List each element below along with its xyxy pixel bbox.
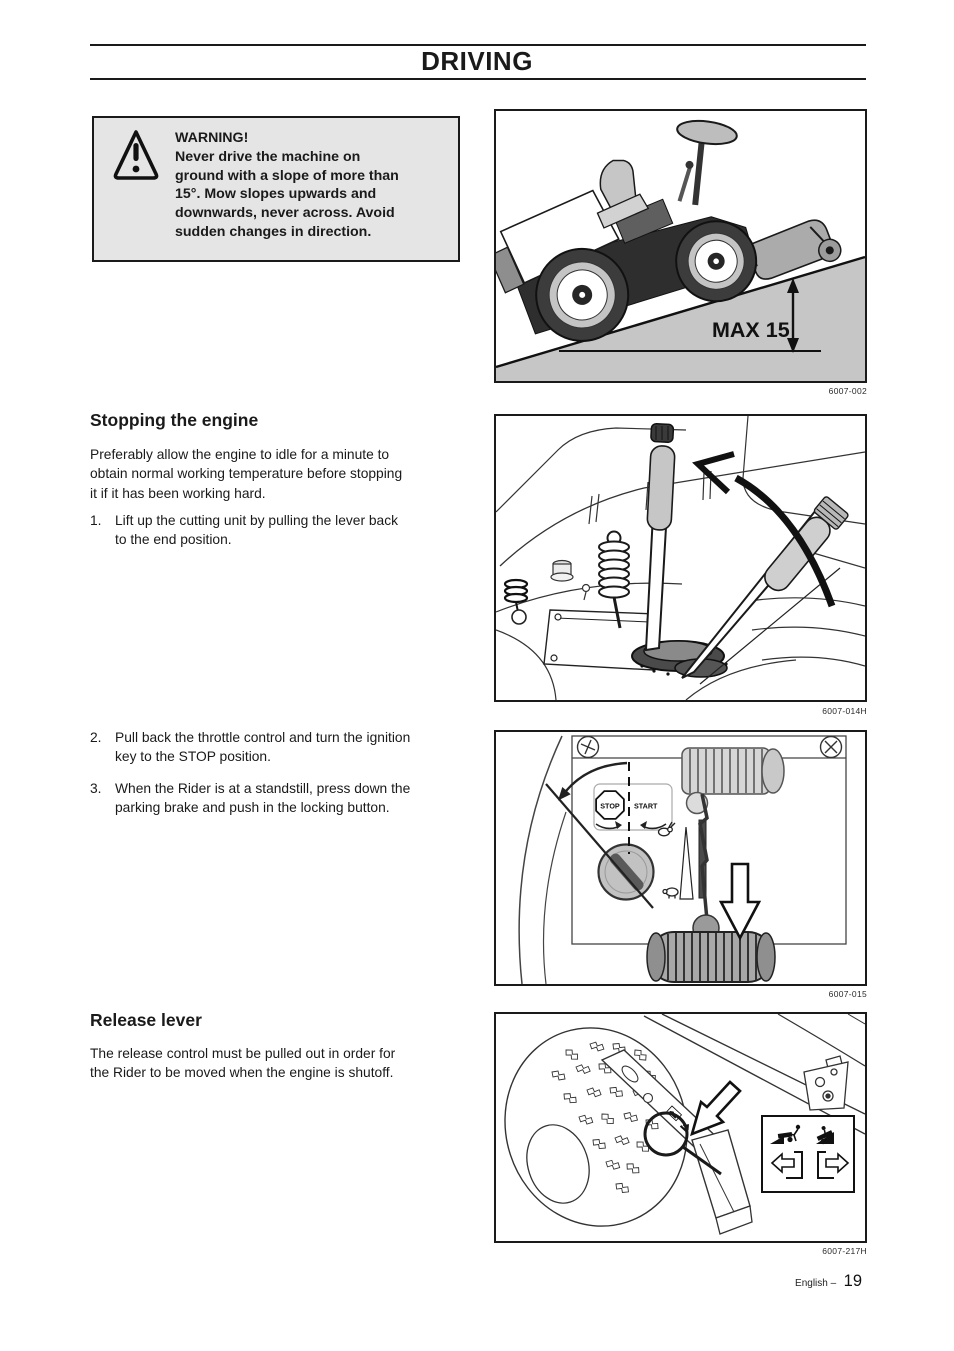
step-item-2: 2. Pull back the throttle control and turn the ignition key to the STOP position. [90, 728, 410, 767]
warning-text: WARNING! Never drive the machine on ground with a slope of more than 15°. Mow slopes upwards and downwards, never across. Avoid sudden changes in direction. [175, 129, 459, 242]
page-footer [494, 1272, 862, 1291]
step-number: 2. [90, 730, 102, 745]
warning-box [92, 116, 460, 262]
start-label: START [634, 801, 658, 811]
figure-caption: 6007-217H [822, 1246, 867, 1256]
section-heading-release-lever: Release lever [90, 1010, 202, 1030]
steering-wheel [676, 118, 738, 148]
axle-beam [692, 1130, 752, 1234]
stopping-engine-intro: Preferably allow the engine to idle for a minute to obtain normal working temperature before stopping it if it has been working hard. [90, 447, 403, 501]
figure-caption: 6007-014H [822, 706, 867, 716]
screw-icon-right [821, 737, 842, 758]
fender-line [519, 736, 562, 984]
step-number: 3. [90, 781, 102, 796]
warning-triangle-icon [113, 128, 159, 186]
figure-lever-illustration [494, 414, 867, 702]
footer-language: English – [795, 1278, 837, 1289]
step-item-3: 3. When the Rider is at a standstill, press down the parking brake and push in the locking button. [90, 779, 410, 818]
adjuster-knob [505, 580, 527, 624]
pull-out-arrow [692, 1082, 740, 1134]
figure-caption: 6007-015 [828, 989, 867, 999]
screw-icon-left [578, 737, 599, 758]
stop-octagon [596, 791, 624, 819]
section-heading-stopping-engine: Stopping the engine [90, 410, 259, 430]
figure-panel-illustration [494, 730, 867, 986]
figure-caption: 6007-002 [828, 386, 867, 396]
inset-instruction-box [762, 1116, 854, 1192]
figure-slope-illustration [494, 109, 867, 383]
bracket-plate [804, 1056, 848, 1110]
step-number: 1. [90, 513, 102, 528]
title-rule-bottom [90, 78, 866, 80]
release-lever-intro: The release control must be pulled out in order for the Rider to be moved when the engine is shutoff. [90, 1046, 396, 1081]
footer-page-number: 19 [843, 1272, 862, 1290]
max-15-label: MAX 15 [712, 318, 790, 342]
warning-title: WARNING! [175, 130, 249, 146]
lift-lever [646, 423, 675, 650]
bolt-detail [551, 561, 590, 601]
page-title: DRIVING [421, 46, 533, 76]
step-item-1: 1. Lift up the cutting unit by pulling the lever back to the end position. [90, 511, 398, 550]
stop-label: STOP [600, 801, 620, 811]
figure-release-illustration [494, 1012, 867, 1243]
